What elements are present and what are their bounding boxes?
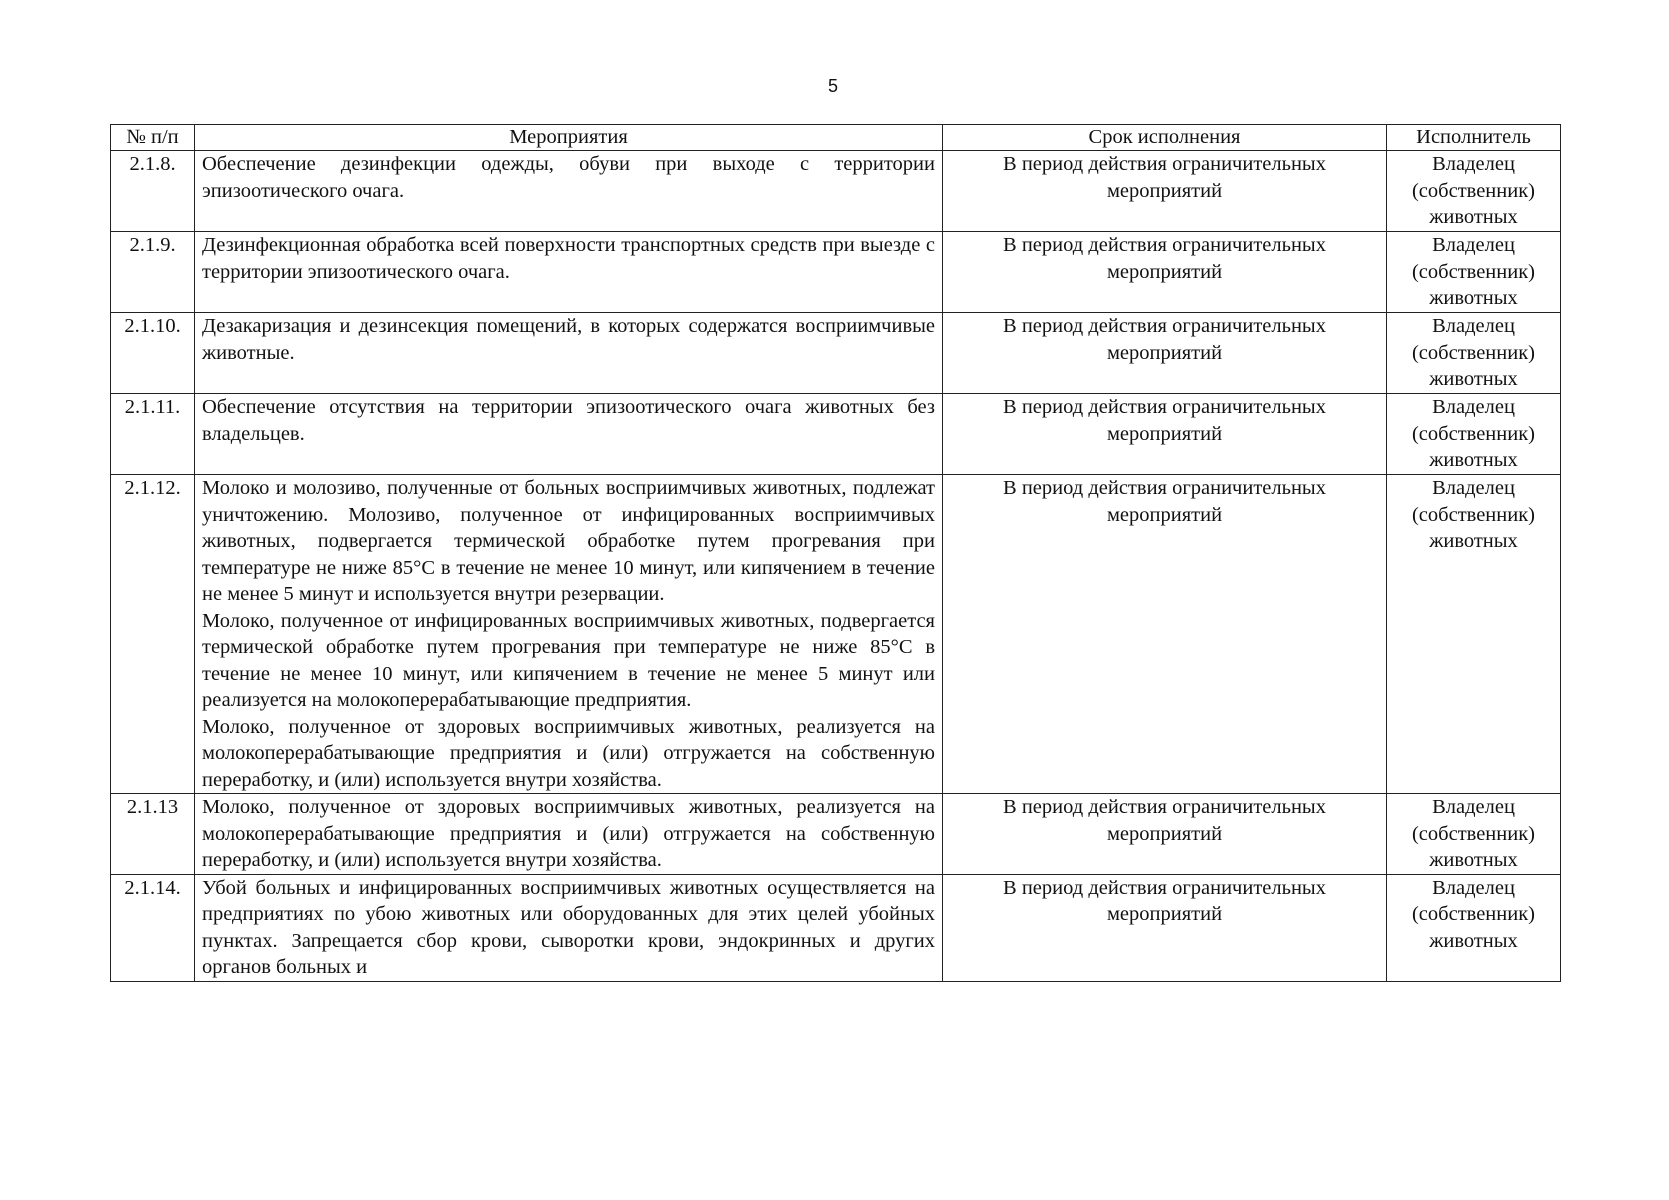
row-number: 2.1.13 <box>111 794 195 875</box>
row-number: 2.1.9. <box>111 232 195 313</box>
table-row <box>111 794 1561 875</box>
activity-paragraph: Молоко и молозиво, полученные от больных восприимчивых животных, подлежат уничтожению. Молозиво, полученное от инфицированных восприимчивых животных, подвергается термической обработке путем прогревания при температуре не ниже 85°С в течение не менее 10 минут, или кипячением в течение не менее 5 минут и используется внутри резервации. <box>202 477 935 605</box>
row-deadline: В период действия ограничительных мероприятий <box>943 874 1387 981</box>
table-row <box>111 232 1561 313</box>
header-executor: Исполнитель <box>1387 125 1561 151</box>
row-deadline: В период действия ограничительных мероприятий <box>943 313 1387 394</box>
row-deadline: В период действия ограничительных мероприятий <box>943 151 1387 232</box>
row-executor: Владелец (собственник) животных <box>1387 232 1561 313</box>
table-row <box>111 313 1561 394</box>
table-row <box>111 394 1561 475</box>
row-number: 2.1.10. <box>111 313 195 394</box>
row-activity <box>195 794 943 875</box>
table-row <box>111 874 1561 981</box>
table-header-row <box>111 125 1561 151</box>
row-number: 2.1.11. <box>111 394 195 475</box>
row-executor: Владелец (собственник) животных <box>1387 475 1561 794</box>
row-executor: Владелец (собственник) животных <box>1387 151 1561 232</box>
row-activity <box>195 151 943 232</box>
row-number: 2.1.14. <box>111 874 195 981</box>
activity-paragraph: Дезинфекционная обработка всей поверхности транспортных средств при выезде с территории эпизоотического очага. <box>202 234 935 283</box>
row-deadline: В период действия ограничительных мероприятий <box>943 475 1387 794</box>
header-activity: Мероприятия <box>195 125 943 151</box>
activity-paragraph: Молоко, полученное от здоровых восприимчивых животных, реализуется на молокоперерабатывающие предприятия и (или) отгружается на собственную переработку, и (или) используется внутри хозяйства. <box>202 715 935 791</box>
row-activity <box>195 475 943 794</box>
row-deadline: В период действия ограничительных мероприятий <box>943 794 1387 875</box>
header-num: № п/п <box>111 125 195 151</box>
row-activity <box>195 394 943 475</box>
row-executor: Владелец (собственник) животных <box>1387 874 1561 981</box>
page-number: 5 <box>827 76 838 96</box>
row-deadline: В период действия ограничительных мероприятий <box>943 394 1387 475</box>
row-activity <box>195 313 943 394</box>
row-number: 2.1.12. <box>111 475 195 794</box>
header-deadline: Срок исполнения <box>943 125 1387 151</box>
row-activity <box>195 232 943 313</box>
activity-paragraph: Обеспечение дезинфекции одежды, обуви при выходе с территории эпизоотического очага. <box>202 153 935 202</box>
row-executor: Владелец (собственник) животных <box>1387 394 1561 475</box>
measures-table <box>110 124 1561 982</box>
row-deadline: В период действия ограничительных мероприятий <box>943 232 1387 313</box>
table-row <box>111 151 1561 232</box>
activity-paragraph: Молоко, полученное от здоровых восприимчивых животных, реализуется на молокоперерабатывающие предприятия и (или) отгружается на собственную переработку, и (или) используется внутри хозяйства. <box>202 796 935 871</box>
activity-paragraph: Молоко, полученное от инфицированных восприимчивых животных, подвергается термической обработке путем прогревания при температуре не ниже 85°С в течение не менее 10 минут, или кипячением в течение не менее 5 минут или реализуется на молокоперерабатывающие предприятия. <box>202 609 935 711</box>
row-executor: Владелец (собственник) животных <box>1387 313 1561 394</box>
activity-paragraph: Обеспечение отсутствия на территории эпизоотического очага животных без владельцев. <box>202 396 935 445</box>
activity-paragraph: Убой больных и инфицированных восприимчивых животных осуществляется на предприятиях по убою животных или оборудованных для этих целей убойных пунктах. Запрещается сбор крови, сыворотки крови, эндокринных и других органов больных и <box>202 876 935 978</box>
row-number: 2.1.8. <box>111 151 195 232</box>
table-row <box>111 475 1561 794</box>
row-activity <box>195 874 943 981</box>
row-executor: Владелец (собственник) животных <box>1387 794 1561 875</box>
activity-paragraph: Дезакаризация и дезинсекция помещений, в которых содержатся восприимчивые животные. <box>202 315 935 364</box>
